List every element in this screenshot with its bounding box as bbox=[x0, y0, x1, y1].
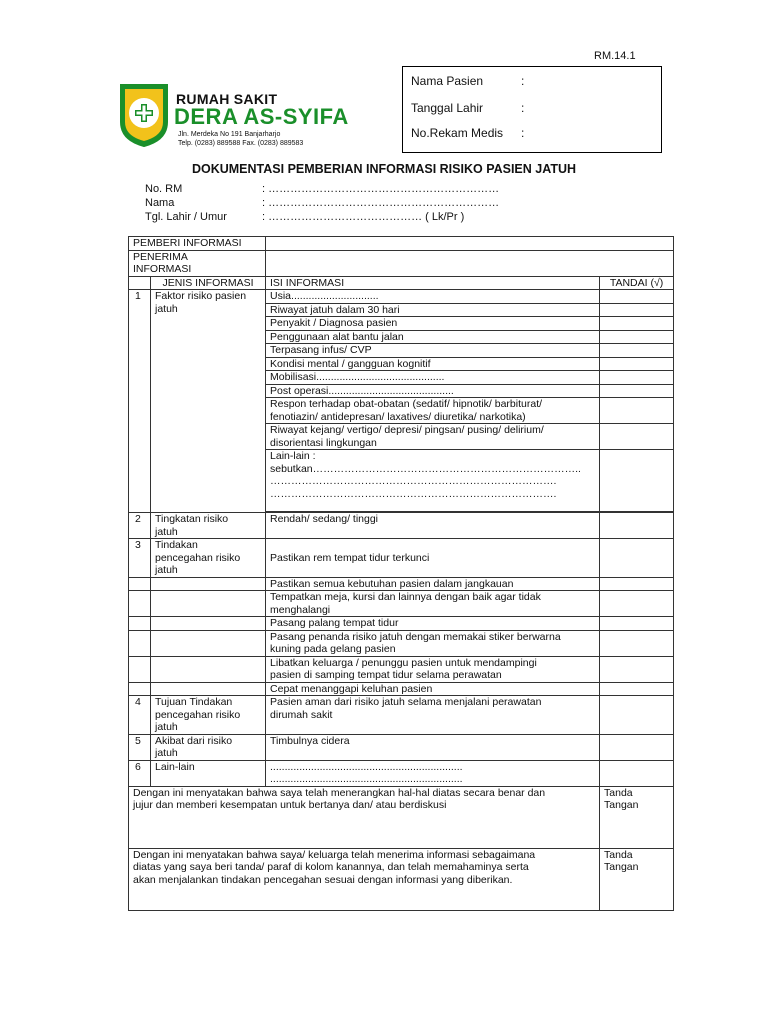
s6-isi[interactable]: .................................................................. .................................................................. bbox=[266, 760, 600, 786]
signature-receiver[interactable]: Tanda Tangan bbox=[600, 848, 674, 910]
id-field-rm[interactable]: : ……………………………………………………… bbox=[262, 183, 500, 195]
s2-check[interactable] bbox=[600, 513, 674, 539]
section-4-number: 4 bbox=[129, 696, 151, 735]
patient-dob-field[interactable]: : bbox=[521, 101, 525, 115]
s1-check-alat-bantu[interactable] bbox=[600, 330, 674, 344]
section-2-number: 2 bbox=[129, 513, 151, 539]
patient-mrn-field[interactable]: : bbox=[521, 126, 525, 140]
id-label-rm: No. RM bbox=[145, 183, 183, 195]
receiver-label: PENERIMA INFORMASI bbox=[129, 250, 266, 276]
s3-item-keluhan: Cepat menanggapi keluhan pasien bbox=[266, 682, 600, 696]
col-tandai-header: TANDAI (√) bbox=[600, 276, 674, 290]
id-field-dob[interactable]: : …………………………………… ( Lk/Pr ) bbox=[262, 211, 465, 223]
s1-item-kondisi-mental: Kondisi mental / gangguan kognitif bbox=[266, 357, 600, 371]
hospital-phone: Telp. (0283) 889588 Fax. (0283) 889583 bbox=[178, 140, 304, 147]
s1-item-mobilisasi: Mobilisasi............................................ bbox=[266, 371, 600, 385]
giver-field[interactable] bbox=[266, 237, 674, 251]
s3-check-palang[interactable] bbox=[600, 617, 674, 631]
s1-check-diagnosa[interactable] bbox=[600, 317, 674, 331]
s3-check-jangkauan[interactable] bbox=[600, 577, 674, 591]
s1-item-riwayat-jatuh: Riwayat jatuh dalam 30 hari bbox=[266, 303, 600, 317]
col-isi-header: ISI INFORMASI bbox=[266, 276, 600, 290]
col-num-header bbox=[129, 276, 151, 290]
section-3-number: 3 bbox=[129, 539, 151, 578]
s3-item-keluarga: Libatkan keluarga / penunggu pasien untuk mendampingi pasien di samping tempat tidur selama perawatan bbox=[266, 656, 600, 682]
risk-info-table bbox=[128, 236, 674, 911]
patient-info-box bbox=[402, 66, 662, 153]
document-code: RM.14.1 bbox=[594, 50, 636, 62]
id-field-name[interactable]: : ……………………………………………………… bbox=[262, 197, 500, 209]
s1-item-post-operasi: Post operasi........................................... bbox=[266, 384, 600, 398]
s4-check[interactable] bbox=[600, 696, 674, 735]
giver-label: PEMBERI INFORMASI bbox=[129, 237, 266, 251]
section-1-type: Faktor risiko pasien jatuh bbox=[151, 290, 266, 513]
s3-item-rem: Pastikan rem tempat tidur terkunci bbox=[266, 539, 600, 578]
s3-check-rem[interactable] bbox=[600, 539, 674, 578]
s1-item-lain-lain: Lain-lain : sebutkan………………………………………………………………….. ………………………………………………………………………. ………………………………………………………………………. bbox=[266, 450, 600, 512]
s3-check-keluhan[interactable] bbox=[600, 682, 674, 696]
id-label-name: Nama bbox=[145, 197, 175, 209]
section-5-type: Akibat dari risiko jatuh bbox=[151, 734, 266, 760]
s1-check-respon-obat[interactable] bbox=[600, 398, 674, 424]
s1-item-diagnosa: Penyakit / Diagnosa pasien bbox=[266, 317, 600, 331]
s1-check-riwayat-jatuh[interactable] bbox=[600, 303, 674, 317]
section-2-type: Tingkatan risiko jatuh bbox=[151, 513, 266, 539]
s1-check-kondisi-mental[interactable] bbox=[600, 357, 674, 371]
s6-check[interactable] bbox=[600, 760, 674, 786]
patient-dob-label: Tanggal Lahir bbox=[411, 101, 484, 115]
s1-item-riwayat-kejang: Riwayat kejang/ vertigo/ depresi/ pingsan/ pusing/ delirium/ disorientasi lingkungan bbox=[266, 424, 600, 450]
patient-name-field[interactable]: : bbox=[521, 74, 525, 88]
s1-item-alat-bantu: Penggunaan alat bantu jalan bbox=[266, 330, 600, 344]
hospital-name: DERA AS-SYIFA bbox=[174, 104, 349, 129]
s1-check-usia[interactable] bbox=[600, 290, 674, 304]
declaration-receiver: Dengan ini menyatakan bahwa saya/ keluarga telah menerima informasi sebagaimana diatas yang saya beri tanda/ paraf di kolom kanannya, dan telah memahaminya serta akan menjalankan tindakan pencegahan sesuai dengan informasi yang diberikan. bbox=[129, 848, 600, 910]
document-title: DOKUMENTASI PEMBERIAN INFORMASI RISIKO PASIEN JATUH bbox=[191, 162, 577, 176]
s3-item-meja-kursi: Tempatkan meja, kursi dan lainnya dengan baik agar tidak menghalangi bbox=[266, 591, 600, 617]
s1-check-mobilisasi[interactable] bbox=[600, 371, 674, 385]
s3-check-keluarga[interactable] bbox=[600, 656, 674, 682]
s1-item-usia: Usia.............................. bbox=[266, 290, 600, 304]
hospital-name-small: RUMAH SAKIT bbox=[176, 91, 278, 107]
hospital-logo-icon bbox=[118, 82, 170, 148]
s3-check-meja-kursi[interactable] bbox=[600, 591, 674, 617]
s5-isi: Timbulnya cidera bbox=[266, 734, 600, 760]
section-4-type: Tujuan Tindakan pencegahan risiko jatuh bbox=[151, 696, 266, 735]
s2-isi: Rendah/ sedang/ tinggi bbox=[266, 513, 600, 539]
id-label-dob: Tgl. Lahir / Umur bbox=[145, 211, 227, 223]
section-1-number: 1 bbox=[129, 290, 151, 513]
s1-item-respon-obat: Respon terhadap obat-obatan (sedatif/ hipnotik/ barbiturat/ fenotiazin/ antidepresan/ laxatives/ diuretika/ narkotika) bbox=[266, 398, 600, 424]
s3-item-jangkauan: Pastikan semua kebutuhan pasien dalam jangkauan bbox=[266, 577, 600, 591]
signature-giver[interactable]: Tanda Tangan bbox=[600, 786, 674, 848]
receiver-field[interactable] bbox=[266, 250, 674, 276]
s3-item-palang: Pasang palang tempat tidur bbox=[266, 617, 600, 631]
s1-check-post-operasi[interactable] bbox=[600, 384, 674, 398]
section-6-number: 6 bbox=[129, 760, 151, 786]
patient-name-label: Nama Pasien bbox=[411, 74, 484, 88]
section-6-type: Lain-lain bbox=[151, 760, 266, 786]
declaration-giver: Dengan ini menyatakan bahwa saya telah menerangkan hal-hal diatas secara benar dan jujur dan memberi kesempatan untuk bertanya dan/ atau berdiskusi bbox=[129, 786, 600, 848]
section-3-type: Tindakan pencegahan risiko jatuh bbox=[151, 539, 266, 578]
col-jenis-header: JENIS INFORMASI bbox=[151, 276, 266, 290]
patient-mrn-label: No.Rekam Medis bbox=[411, 126, 504, 140]
s3-item-stiker: Pasang penanda risiko jatuh dengan memakai stiker berwarna kuning pada gelang pasien bbox=[266, 630, 600, 656]
s1-check-lain-lain[interactable] bbox=[600, 450, 674, 512]
s4-isi: Pasien aman dari risiko jatuh selama menjalani perawatan dirumah sakit bbox=[266, 696, 600, 735]
s1-item-infus: Terpasang infus/ CVP bbox=[266, 344, 600, 358]
section-5-number: 5 bbox=[129, 734, 151, 760]
s1-check-infus[interactable] bbox=[600, 344, 674, 358]
s1-check-riwayat-kejang[interactable] bbox=[600, 424, 674, 450]
s3-check-stiker[interactable] bbox=[600, 630, 674, 656]
s5-check[interactable] bbox=[600, 734, 674, 760]
hospital-address: Jln. Merdeka No 191 Banjarharjo bbox=[178, 131, 281, 138]
